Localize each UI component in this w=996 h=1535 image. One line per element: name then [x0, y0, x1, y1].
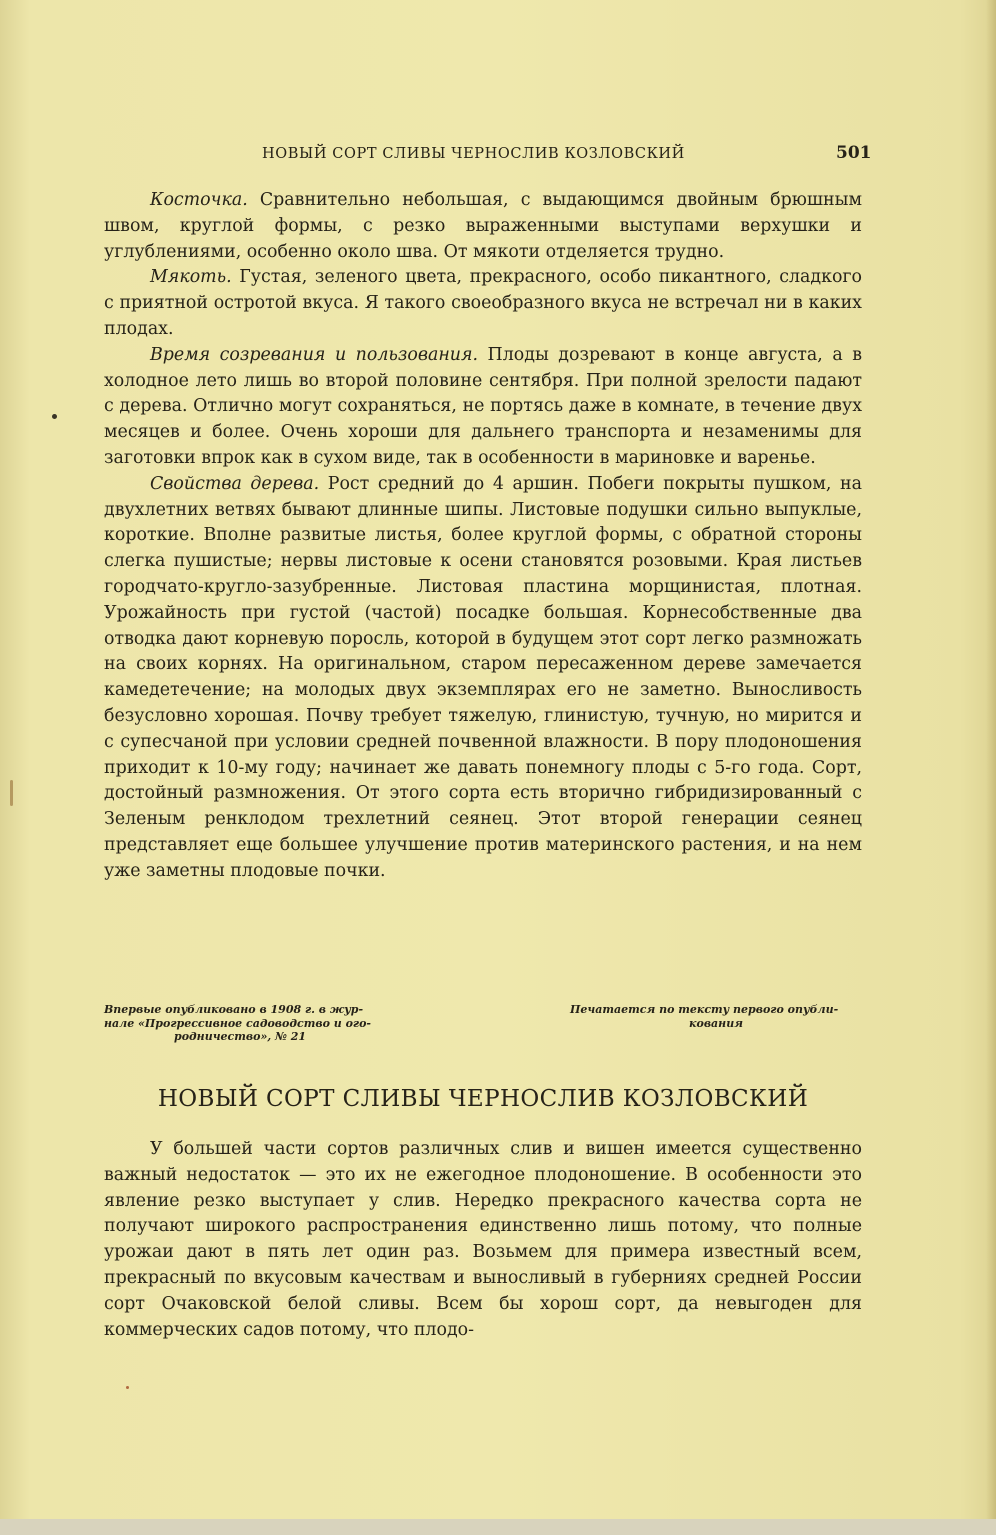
running-header: НОВЫЙ СОРТ СЛИВЫ ЧЕРНОСЛИВ КОЗЛОВСКИЙ	[262, 146, 685, 162]
paragraph-flesh	[104, 265, 862, 342]
scan-speck	[10, 780, 13, 806]
publication-note-line: нале «Прогрессивное садоводство и ого-	[104, 1016, 372, 1030]
paragraph-label: Косточка.	[150, 190, 248, 210]
scan-border	[0, 1519, 996, 1535]
paragraph-body: Сравнительно небольшая, с выдающимся двойным брюшным швом, круглой формы, с резко выраженными выступами верхушки и углублениями, особенно около шва. От мякоти отделяется трудно.	[104, 190, 862, 262]
paragraph-stone	[104, 188, 862, 265]
body-text-part1	[104, 188, 862, 885]
publication-note	[104, 1003, 380, 1044]
page-edge-shadow	[986, 0, 996, 1535]
body-text-part2	[104, 1137, 862, 1343]
paragraph-body: Рост средний до 4 аршин. Побеги покрыты пушком, на двухлетних ветвях бывают длинные шипы. Листовые подушки сильно выпуклые, короткие. Вполне развитые листья, более круглой формы, с обратной стороны слегка пушистые; нервы листовые к осени становятся розовыми. Края листьев городчато-кругло-зазубренные. Листовая пластина морщинистая, плотная. Урожайность при густой (частой) посадке большая. Корнесобственные два отводка дают корневую поросль, которой в будущем этот сорт легко размножать на своих корнях. На оригинальном, старом пересаженном дереве замечается камедетечение; на молодых двух экземплярах его не заметно. Выносливость безусловно хорошая. Почву требует тяжелую, глинистую, тучную, но мирится и с супесчаной при условии средней почвенной влажности. В пору плодоношения приходит к 10-му году; начинает же давать понемногу плоды с 5-го года. Сорт, достойный размножения. От этого сорта есть вторично гибридизированный с Зеленым ренклодом трехлетний сеянец. Этот второй генерации сеянец представляет еще большее улучшение против материнского растения, и на нем уже заметны плодовые почки.	[104, 473, 862, 881]
paragraph-label: Свойства дерева.	[150, 473, 320, 494]
source-notes	[104, 1003, 862, 1047]
paragraph-body: Густая, зеленого цвета, прекрасного, особо пикантного, сладкого с приятной остротой вкуса. Я такого своеобразного вкуса не встречал ни в каких плодах.	[104, 267, 862, 339]
article-title: НОВЫЙ СОРТ СЛИВЫ ЧЕРНОСЛИВ КОЗЛОВСКИЙ	[157, 1086, 809, 1112]
publication-note-line: родничество», № 21	[174, 1030, 307, 1043]
paragraph-body: Плоды дозревают в конце августа, а в холодное лето лишь во второй половине сентября. При полной зрелости падают с дерева. Отлично могут сохраняться, не портясь даже в комнате, в течение двух месяцев и более. Очень хороши для дальнего транспорта и незаменимы для заготовки впрок как в сухом виде, так в особенности в мариновке и варенье.	[104, 344, 862, 468]
paragraph-label: Мякоть.	[150, 267, 232, 288]
print-source-note-line: кования	[689, 1016, 743, 1030]
scan-speck	[52, 414, 57, 419]
print-source-note	[570, 1003, 862, 1030]
print-source-note-line: Печатается по тексту первого опубли-	[570, 1003, 839, 1016]
page-number: 501	[836, 143, 872, 163]
paragraph-label: Время созревания и пользования.	[150, 344, 479, 365]
publication-note-line: Впервые опубликовано в 1908 г. в жур-	[104, 1003, 364, 1016]
article-paragraph: У большей части сортов различных слив и вишен имеется существенно важный недостаток — это их не ежегодное плодоношение. В особенности это явление резко выступает у слив. Нередко прекрасного качества сорта не получают широкого распространения единственно лишь потому, что полные урожаи дают в пять лет один раз. Возьмем для примера известный всем, прекрасный по вкусовым качествам и выносливый в губерниях средней России сорт Очаковской белой сливы. Всем бы хорош сорт, да невыгоден для коммерческих садов потому, что плодо-	[104, 1139, 862, 1340]
paragraph-tree-properties	[104, 472, 862, 885]
paragraph-ripening	[104, 343, 862, 472]
scan-speck	[126, 1386, 129, 1389]
